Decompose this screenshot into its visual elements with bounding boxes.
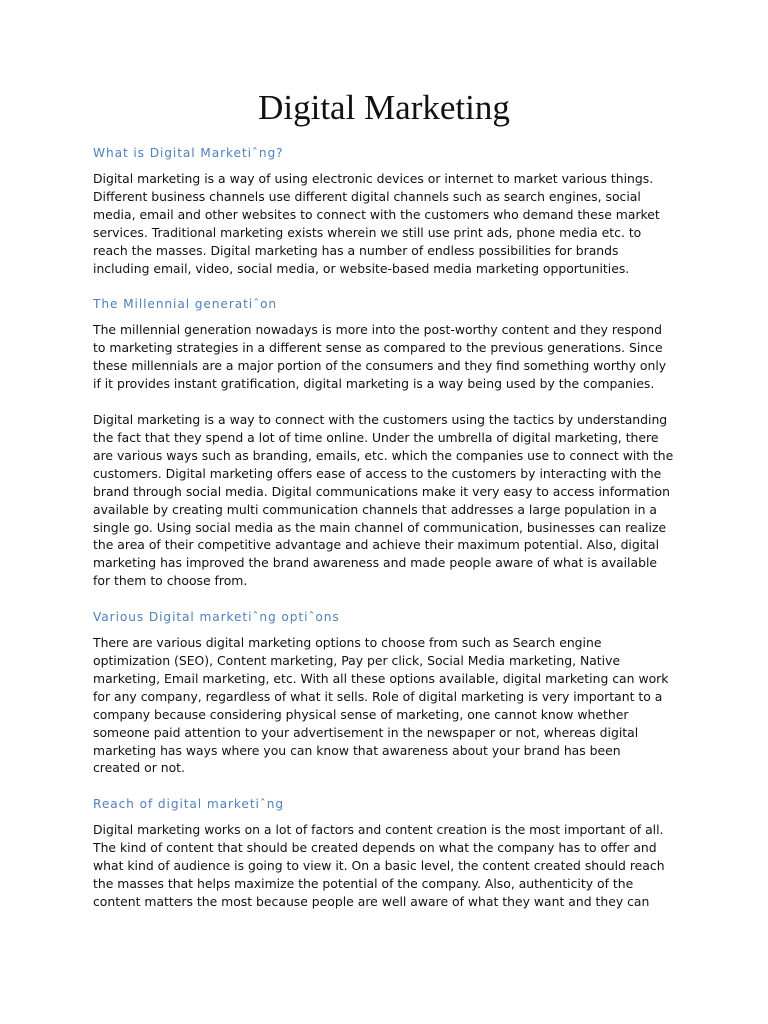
paragraph-line: if it provides instant gratification, digital marketing is a way being used by the companies.	[93, 376, 655, 392]
body-paragraph	[93, 634, 683, 777]
body-paragraph	[93, 821, 683, 911]
section-heading: Reach of digital marketiˆng	[93, 797, 285, 812]
paragraph-line: Digital marketing works on a lot of factors and content creation is the most important of all.	[93, 822, 664, 838]
paragraph-line: to marketing strategies in a different sense as compared to the previous generations. Since	[93, 340, 663, 356]
paragraph-line: optimization (SEO), Content marketing, Pay per click, Social Media marketing, Native	[93, 653, 621, 669]
paragraph-line: marketing, Email marketing, etc. With all these options available, digital marketing can work	[93, 670, 669, 686]
paragraph-line: There are various digital marketing options to choose from such as Search engine	[93, 635, 602, 651]
paragraph-line: The millennial generation nowadays is more into the post-worthy content and they respond	[93, 322, 662, 338]
body-paragraph	[93, 411, 683, 590]
paragraph-spacer	[93, 277, 683, 295]
paragraph-line: someone paid attention to your advertisement in the newspaper or not, whereas digital	[93, 724, 639, 740]
body-paragraph	[93, 321, 683, 393]
paragraph-line: these millennials are a major portion of the consumers and they find something worthy only	[93, 358, 667, 374]
paragraph-line: the fact that they spend a lot of time online. Under the umbrella of digital marketing, there	[93, 429, 659, 445]
paragraph-spacer	[93, 393, 683, 411]
paragraph-line: company because considering physical sense of marketing, one cannot know whether	[93, 706, 629, 722]
paragraph-line: including email, video, social media, or website-based media marketing opportunities.	[93, 260, 630, 276]
paragraph-line: Digital marketing is a way to connect with the customers using the tactics by understanding	[93, 412, 668, 428]
document-body	[93, 144, 683, 929]
paragraph-spacer	[93, 911, 683, 929]
paragraph-line: reach the masses. Digital marketing has a number of endless possibilities for brands	[93, 242, 619, 258]
paragraph-line: customers. Digital marketing offers ease of access to the customers by interacting with the	[93, 465, 662, 481]
paragraph-line: The kind of content that should be created depends on what the company has to offer and	[93, 840, 657, 856]
paragraph-line: Different business channels use different digital channels such as search engines, social	[93, 188, 641, 204]
body-paragraph	[93, 170, 683, 277]
paragraph-line: created or not.	[93, 760, 185, 776]
paragraph-line: available by creating multi communication channels that addresses a large population in a	[93, 501, 657, 517]
paragraph-line: brand through social media. Digital communications make it very easy to access information	[93, 483, 670, 499]
section-heading: What is Digital Marketiˆng?	[93, 146, 284, 160]
paragraph-spacer	[93, 777, 683, 795]
paragraph-line: marketing has ways where you can know that awareness about your brand has been	[93, 742, 621, 758]
document-title: Digital Marketing	[258, 88, 510, 127]
paragraph-line: for any company, regardless of what it sells. Role of digital marketing is very important to a	[93, 688, 663, 704]
paragraph-line: are various ways such as branding, emails, etc. which the companies use to connect with the	[93, 447, 674, 463]
paragraph-line: the masses that helps maximize the potential of the company. Also, authenticity of the	[93, 876, 634, 892]
paragraph-line: services. Traditional marketing exists wherein we still use print ads, phone media etc. to	[93, 224, 642, 240]
paragraph-line: the area of their competitive advantage and achieve their maximum potential. Also, digital	[93, 537, 660, 553]
paragraph-line: Digital marketing is a way of using electronic devices or internet to market various things.	[93, 171, 654, 186]
paragraph-line: what kind of audience is going to view it. On a basic level, the content created should reach	[93, 858, 665, 874]
paragraph-line: content matters the most because people are well aware of what they want and they can	[93, 894, 650, 909]
paragraph-line: marketing has improved the brand awareness and made people aware of what is available	[93, 555, 658, 571]
paragraph-spacer	[93, 590, 683, 608]
section-heading: Various Digital marketiˆng optiˆons	[93, 610, 340, 625]
paragraph-line: media, email and other websites to connect with the customers who demand these market	[93, 206, 660, 222]
section-heading: The Millennial generatiˆon	[93, 297, 278, 312]
paragraph-line: single go. Using social media as the main channel of communication, businesses can realize	[93, 519, 667, 535]
paragraph-line: for them to choose from.	[93, 573, 248, 589]
